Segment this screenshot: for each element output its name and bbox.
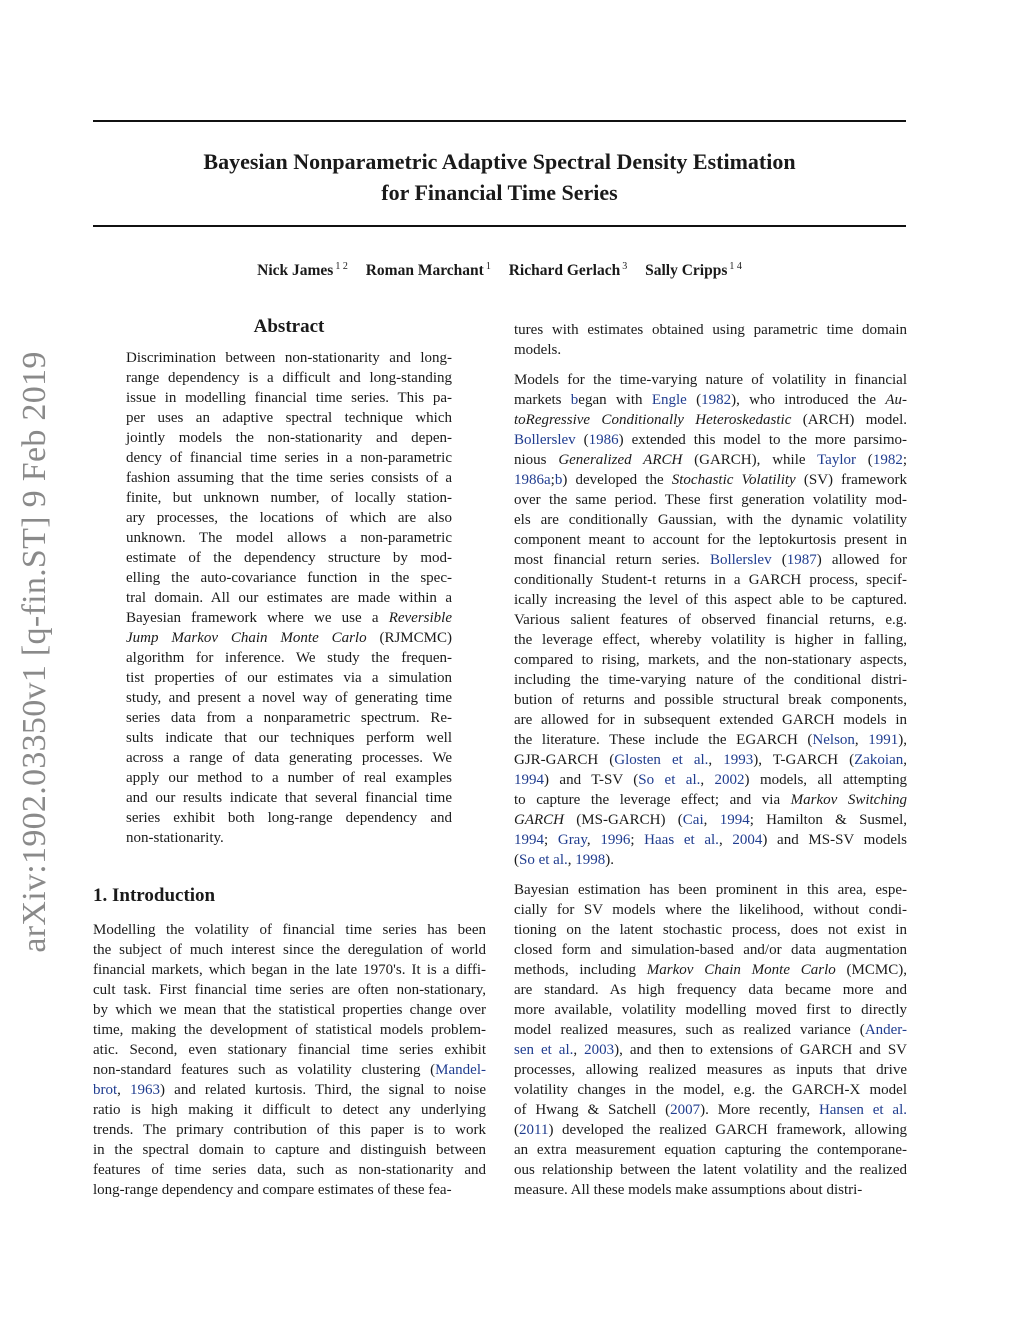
text-line: the leverage effect, whereby volatility is higher in falling, (514, 632, 907, 648)
text-line: unknown. The model allows a non-parametric (126, 530, 452, 546)
text-line: tral domain. All our estimates are made within a (126, 590, 452, 606)
text-line: component meant to account for the leptokurtosis present in (514, 532, 907, 548)
citation-link[interactable]: 1994 (514, 772, 544, 788)
text-line: range dependency is a difficult and long-standing (126, 370, 452, 386)
citation-link[interactable]: Cai (682, 812, 704, 828)
citation-link[interactable]: Engle (651, 392, 687, 408)
text-line: by which we mean that the statistical properties change over (93, 1002, 486, 1018)
abstract-heading: Abstract (253, 316, 325, 337)
author-affiliation: 1 2 (335, 261, 348, 272)
author-name: Richard Gerlach (508, 262, 621, 279)
text-line: non-standard features such as volatility clustering (Mandel- (93, 1062, 486, 1078)
text-line: Models for the time-varying nature of volatility in financial (514, 372, 907, 388)
author (366, 262, 491, 279)
text-line: Jump Markov Chain Monte Carlo (RJMCMC) (126, 630, 452, 646)
text-line: algorithm for inference. We study the frequen- (126, 650, 452, 666)
text-line: sults indicate that our techniques perform well (126, 730, 452, 746)
title-line-1: Bayesian Nonparametric Adaptive Spectral Density Estimation (203, 149, 796, 174)
text-line: conditionally Student-t returns in a GARCH process, specif- (514, 572, 907, 588)
text-line: dency of financial time series in a non-parametric (126, 450, 452, 466)
text-line: apply our method to a number of real examples (126, 770, 452, 786)
text-line: sen et al., 2003), and then to extensions of GARCH and SV (514, 1042, 907, 1058)
author-list (93, 261, 906, 280)
text-line: volatility changes in the model, e.g. the GARCH-X model (514, 1082, 907, 1098)
text-line: 1994) and T-SV (So et al., 2002) models, all attempting (514, 772, 908, 788)
citation-link[interactable]: Gray (557, 832, 587, 848)
paragraph (514, 370, 907, 870)
citation-link[interactable]: Ander- (864, 1022, 907, 1038)
text-line: toRegressive Conditionally Heteroskedastic (ARCH) model. (514, 412, 907, 428)
text-line: financial markets, which began in the late 1970's. It is a diffi- (93, 962, 486, 978)
text-line: Bollerslev (1986) extended this model to the more parsimo- (514, 432, 907, 448)
text-line: brot, 1963) and related kurtosis. Third, the signal to noise (93, 1082, 486, 1098)
text-line: and our results indicate that several financial time (126, 790, 452, 806)
citation-link[interactable]: b (554, 472, 563, 488)
text-line: of Hwang & Satchell (2007). More recently, Hansen et al. (514, 1102, 907, 1118)
citation-link[interactable]: So et al. (638, 772, 701, 788)
citation-link[interactable]: sen et al. (514, 1042, 574, 1058)
text-line: models. (514, 342, 562, 358)
text-line: (So et al., 1998). (514, 852, 614, 868)
title-rule-bottom (93, 225, 906, 227)
citation-link[interactable]: 1996 (600, 832, 631, 848)
text-line: jointly models the non-stationarity and depen- (126, 430, 452, 446)
paragraph (514, 880, 907, 1200)
citation-link[interactable]: Zakoian (854, 752, 904, 768)
citation-link[interactable]: 2004 (732, 832, 763, 848)
text-line: per uses an adaptive spectral technique which (126, 410, 452, 426)
text-line: study, and present a novel way of generating time (126, 690, 452, 706)
citation-link[interactable]: 1993 (723, 752, 754, 768)
text-line: cult task. First financial time series are often non-stationary, (93, 982, 486, 998)
text-line: the subject of much interest since the deregulation of world (93, 942, 486, 958)
citation-link[interactable]: Mandel- (435, 1062, 486, 1078)
text-line: closed form and simulation-based and/or data augmentation (514, 942, 907, 958)
text-line: to capture the leverage effect; and via Markov Switching (514, 792, 907, 808)
citation-link[interactable]: 2011 (519, 1122, 549, 1138)
text-line: tist properties of our estimates via a simulation (126, 670, 452, 686)
citation-link[interactable]: 1994 (514, 832, 544, 848)
text-line: issue in modelling financial time series. This pa- (126, 390, 452, 406)
text-line: including the time-varying nature of the conditional distri- (514, 672, 907, 688)
text-line: ratio is high making it difficult to detect any underlying (93, 1102, 486, 1118)
right-column (514, 320, 907, 1210)
citation-link[interactable]: 1982 (872, 452, 903, 468)
text-line: measure. All these models make assumptions about distri- (514, 1182, 863, 1198)
citation-link[interactable]: 1986 (588, 432, 619, 448)
author (509, 262, 628, 279)
text-line: long-range dependency and compare estimates of these fea- (93, 1182, 452, 1198)
citation-link[interactable]: 1991 (868, 732, 899, 748)
text-line: 1994; Gray, 1996; Haas et al., 2004) and MS-SV models (514, 832, 907, 848)
arxiv-identifier: arXiv:1902.03350v1 [q-fin.ST] 9 Feb 2019 (16, 351, 53, 953)
text-line: more available, volatility modelling moved first to directly (514, 1002, 907, 1018)
text-line: methods, including Markov Chain Monte Carlo (MCMC), (514, 962, 907, 978)
text-line: series data from a nonparametric spectrum. Re- (126, 710, 452, 726)
text-line: estimate of the dependency structure by mod- (126, 550, 452, 566)
citation-link[interactable]: Glosten et al. (614, 752, 709, 768)
text-line: tures with estimates obtained using parametric time domain (514, 322, 907, 338)
paragraph (514, 320, 907, 360)
text-line: markets began with Engle (1982), who introduced the Au- (514, 392, 908, 408)
text-line: cially for SV models where the likelihood, without condi- (514, 902, 907, 918)
text-line: finite, but unknown number, of locally station- (126, 490, 452, 506)
text-line: ous relationship between the latent volatility and the realized (514, 1162, 907, 1178)
text-line: GARCH (MS-GARCH) (Cai, 1994; Hamilton & Susmel, (514, 812, 908, 828)
citation-link[interactable]: 1982 (701, 392, 732, 408)
citation-link[interactable]: b (570, 392, 579, 408)
citation-link[interactable]: So et al. (519, 852, 568, 868)
text-line: are standard. As high frequency data became more and (514, 982, 907, 998)
citation-link[interactable]: 1994 (719, 812, 750, 828)
citation-link[interactable]: brot (93, 1082, 118, 1098)
text-line: nious Generalized ARCH (GARCH), while Taylor (1982; (514, 452, 907, 468)
author-affiliation: 1 4 (729, 261, 742, 272)
text-line: els are conditionally Gaussian, with the dynamic volatility (514, 512, 907, 528)
text-line: the literature. These include the EGARCH (Nelson, 1991), (514, 732, 907, 748)
citation-link[interactable]: 1963 (130, 1082, 161, 1098)
citation-link[interactable]: 1987 (786, 552, 817, 568)
text-line: fashion assuming that the time series consists of a (126, 470, 452, 486)
text-line: ically increasing the level of this aspect able to be captured. (514, 592, 907, 608)
text-line: features of time series data, such as non-stationarity and (93, 1162, 486, 1178)
introduction-body (93, 920, 486, 1200)
citation-link[interactable]: 2002 (714, 772, 745, 788)
citation-link[interactable]: Nelson (812, 732, 855, 748)
citation-link[interactable]: Haas et al. (644, 832, 719, 848)
citation-link[interactable]: Hansen et al. (818, 1102, 907, 1118)
text-line: processes, allowing realized measures as inputs that drive (514, 1062, 907, 1078)
text-line: series exhibit both long-range dependency and (126, 810, 452, 826)
text-line: elling the auto-covariance function in the spec- (126, 570, 452, 586)
title-rule-top (93, 120, 906, 122)
text-line: (2011) developed the realized GARCH framework, allowing (514, 1122, 907, 1138)
text-line: in the spectral domain to capture and distinguish between (93, 1142, 486, 1158)
citation-link[interactable]: 2007 (670, 1102, 701, 1118)
text-line: non-stationarity. (126, 830, 224, 846)
author-name: Roman Marchant (365, 262, 484, 279)
citation-link[interactable]: Bollerslev (709, 552, 772, 568)
citation-link[interactable]: 1998 (575, 852, 606, 868)
citation-link[interactable]: Taylor (817, 452, 856, 468)
text-line: most financial return series. Bollerslev (1987) allowed for (514, 552, 907, 568)
text-line: Bayesian framework where we use a Reversible (126, 610, 452, 626)
text-line: tioning on the latent stochastic process, does not exist in (514, 922, 907, 938)
citation-link[interactable]: Bollerslev (514, 432, 576, 448)
text-line: trends. The primary contribution of this paper is to work (93, 1122, 486, 1138)
author-name: Sally Cripps (645, 262, 728, 279)
text-line: Discrimination between non-stationarity and long- (126, 350, 452, 366)
text-line: Bayesian estimation has been prominent in this area, espe- (514, 882, 907, 898)
text-line: compared to rising, markets, and the non-stationary aspects, (514, 652, 907, 668)
text-line: bution of returns and possible structural break components, (514, 692, 907, 708)
citation-link[interactable]: 1986a (514, 472, 551, 488)
text-line: ary processes, the locations of which are also (126, 510, 452, 526)
text-line: across a range of data generating processes. We (126, 750, 452, 766)
author-affiliation: 1 (485, 261, 491, 272)
author-name: Nick James (257, 262, 334, 279)
text-line: are allowed for in subsequent extended GARCH models in (514, 712, 907, 728)
text-line: 1986a;b) developed the Stochastic Volatility (SV) framework (514, 472, 907, 488)
text-line: an extra measurement equation capturing the contemporane- (514, 1142, 907, 1158)
text-line: model realized measures, such as realized variance (Ander- (514, 1022, 907, 1038)
text-line: Various salient features of observed financial returns, e.g. (514, 612, 907, 628)
introduction-heading: 1. Introduction (93, 885, 216, 906)
text-line: atic. Second, even stationary financial time series exhibit (93, 1042, 486, 1058)
text-line: GJR-GARCH (Glosten et al., 1993), T-GARCH (Zakoian, (514, 752, 907, 768)
citation-link[interactable]: 2003 (584, 1042, 615, 1058)
author (645, 262, 742, 279)
text-line: time, making the development of statistical models problem- (93, 1022, 486, 1038)
author-affiliation: 3 (622, 261, 628, 272)
title-line-2: for Financial Time Series (381, 180, 618, 205)
paper-title (93, 146, 906, 208)
author (257, 262, 348, 279)
abstract-body (126, 348, 452, 848)
text-line: over the same period. These first generation volatility mod- (514, 492, 907, 508)
text-line: Modelling the volatility of financial time series has been (93, 922, 486, 938)
